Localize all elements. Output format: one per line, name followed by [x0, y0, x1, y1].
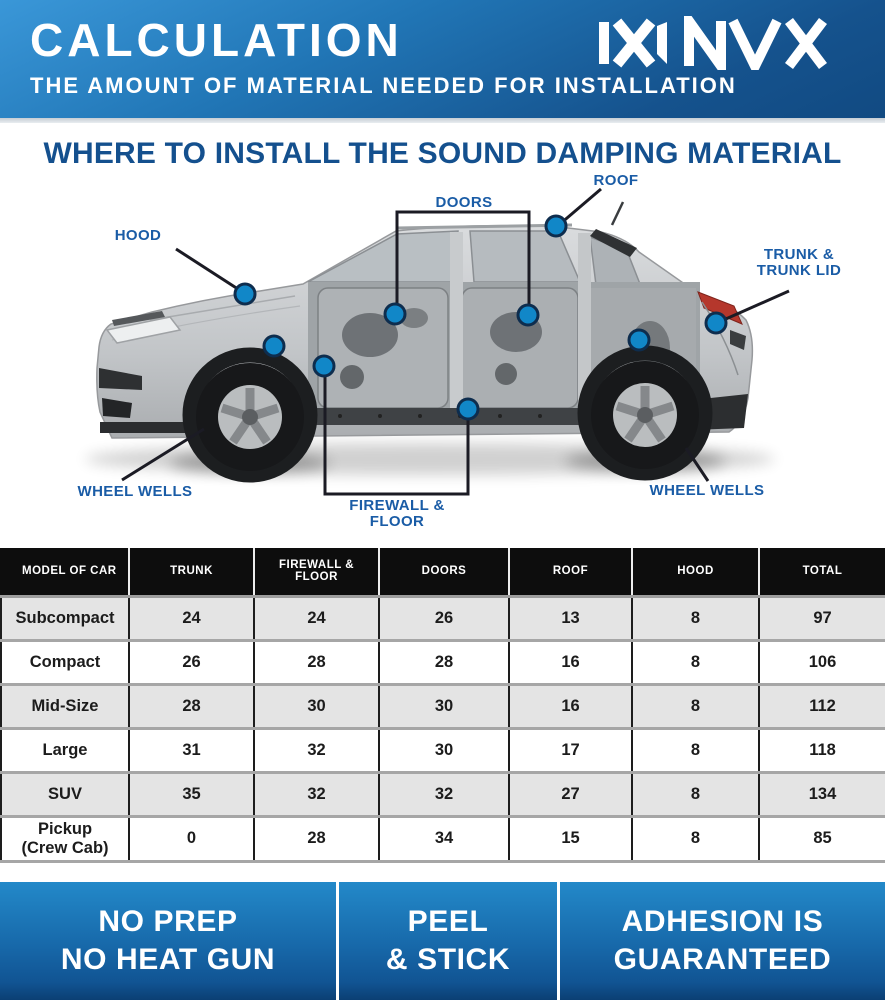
table-row: [1, 597, 885, 641]
cell-doors: 30: [379, 685, 509, 729]
cell-model: Compact: [1, 641, 129, 685]
col-header-hood: HOOD: [632, 548, 759, 597]
cell-total: 112: [759, 685, 885, 729]
front-wheel-well-dot: [264, 336, 284, 356]
roof-pointer-line: [560, 189, 601, 224]
cell-total: 118: [759, 729, 885, 773]
header-divider: [0, 118, 885, 123]
cell-trunk: 31: [129, 729, 254, 773]
floor-dot: [458, 399, 478, 419]
material-amount-table: [0, 548, 885, 863]
cell-hood: 8: [632, 685, 759, 729]
footer-banner: [0, 882, 885, 1000]
cell-hood: 8: [632, 597, 759, 641]
table-row: [1, 729, 885, 773]
cell-roof: 27: [509, 773, 632, 817]
cell-roof: 16: [509, 641, 632, 685]
cell-hood: 8: [632, 773, 759, 817]
cell-hood: 8: [632, 641, 759, 685]
label-hood: HOOD: [114, 226, 162, 244]
page-title: CALCULATION: [30, 14, 403, 66]
trunk-dot: [706, 313, 726, 333]
car-installation-diagram: [0, 170, 885, 542]
cell-total: 106: [759, 641, 885, 685]
cell-doors: 32: [379, 773, 509, 817]
page-subtitle: THE AMOUNT OF MATERIAL NEEDED FOR INSTALLATION: [30, 73, 737, 99]
cell-trunk: 28: [129, 685, 254, 729]
cell-firewall-floor: 32: [254, 773, 379, 817]
cell-trunk: 35: [129, 773, 254, 817]
table-row: [1, 817, 885, 862]
cell-doors: 34: [379, 817, 509, 862]
col-header-firewall-floor: FIREWALL & FLOOR: [254, 548, 379, 597]
cell-trunk: 0: [129, 817, 254, 862]
cell-model: Mid-Size: [1, 685, 129, 729]
cell-firewall-floor: 28: [254, 641, 379, 685]
cell-total: 134: [759, 773, 885, 817]
label-doors: DOORS: [435, 193, 493, 211]
cell-total: 97: [759, 597, 885, 641]
footer-benefit-peel-stick: PEEL & STICK: [336, 882, 557, 1000]
table-row: [1, 685, 885, 729]
hood-pointer-line: [176, 249, 241, 291]
label-wheel-wells-right: WHEEL WELLS: [649, 481, 765, 499]
footer-benefit-no-prep: NO PREP NO HEAT GUN: [60, 904, 276, 976]
cell-roof: 16: [509, 685, 632, 729]
header-banner: [0, 0, 885, 118]
col-header-roof: ROOF: [509, 548, 632, 597]
front-wheel: [196, 363, 304, 471]
cell-roof: 15: [509, 817, 632, 862]
rear-wheel-well-dot: [629, 330, 649, 350]
col-header-doors: DOORS: [379, 548, 509, 597]
label-wheel-wells-left: WHEEL WELLS: [77, 482, 193, 500]
label-trunk: TRUNK & TRUNK LID: [756, 245, 842, 280]
front-door-dot: [385, 304, 405, 324]
cell-firewall-floor: 24: [254, 597, 379, 641]
cell-model: Pickup (Crew Cab): [1, 817, 129, 862]
cell-roof: 17: [509, 729, 632, 773]
firewall-dot: [314, 356, 334, 376]
col-header-model: MODEL OF CAR: [1, 548, 129, 597]
cell-doors: 26: [379, 597, 509, 641]
cell-hood: 8: [632, 729, 759, 773]
roof-dot: [546, 216, 566, 236]
cell-model: SUV: [1, 773, 129, 817]
footer-benefit-adhesion: ADHESION IS GUARANTEED: [557, 882, 885, 1000]
table-row: [1, 641, 885, 685]
rear-door-dot: [518, 305, 538, 325]
table-header-row: [1, 548, 885, 597]
col-header-trunk: TRUNK: [129, 548, 254, 597]
section-title: WHERE TO INSTALL THE SOUND DAMPING MATERIAL: [43, 137, 842, 170]
table-row: [1, 773, 885, 817]
col-header-total: TOTAL: [759, 548, 885, 597]
cell-model: Large: [1, 729, 129, 773]
cell-firewall-floor: 30: [254, 685, 379, 729]
cell-doors: 28: [379, 641, 509, 685]
label-firewall-floor: FIREWALL & FLOOR: [349, 496, 445, 531]
cell-hood: 8: [632, 817, 759, 862]
rear-wheel: [591, 361, 699, 469]
hood-dot: [235, 284, 255, 304]
cell-doors: 30: [379, 729, 509, 773]
cell-trunk: 26: [129, 641, 254, 685]
label-roof: ROOF: [593, 171, 639, 189]
nvx-brand-logo-icon: [597, 16, 859, 70]
cell-firewall-floor: 28: [254, 817, 379, 862]
cell-roof: 13: [509, 597, 632, 641]
cell-firewall-floor: 32: [254, 729, 379, 773]
cell-total: 85: [759, 817, 885, 862]
cell-trunk: 24: [129, 597, 254, 641]
cell-model: Subcompact: [1, 597, 129, 641]
